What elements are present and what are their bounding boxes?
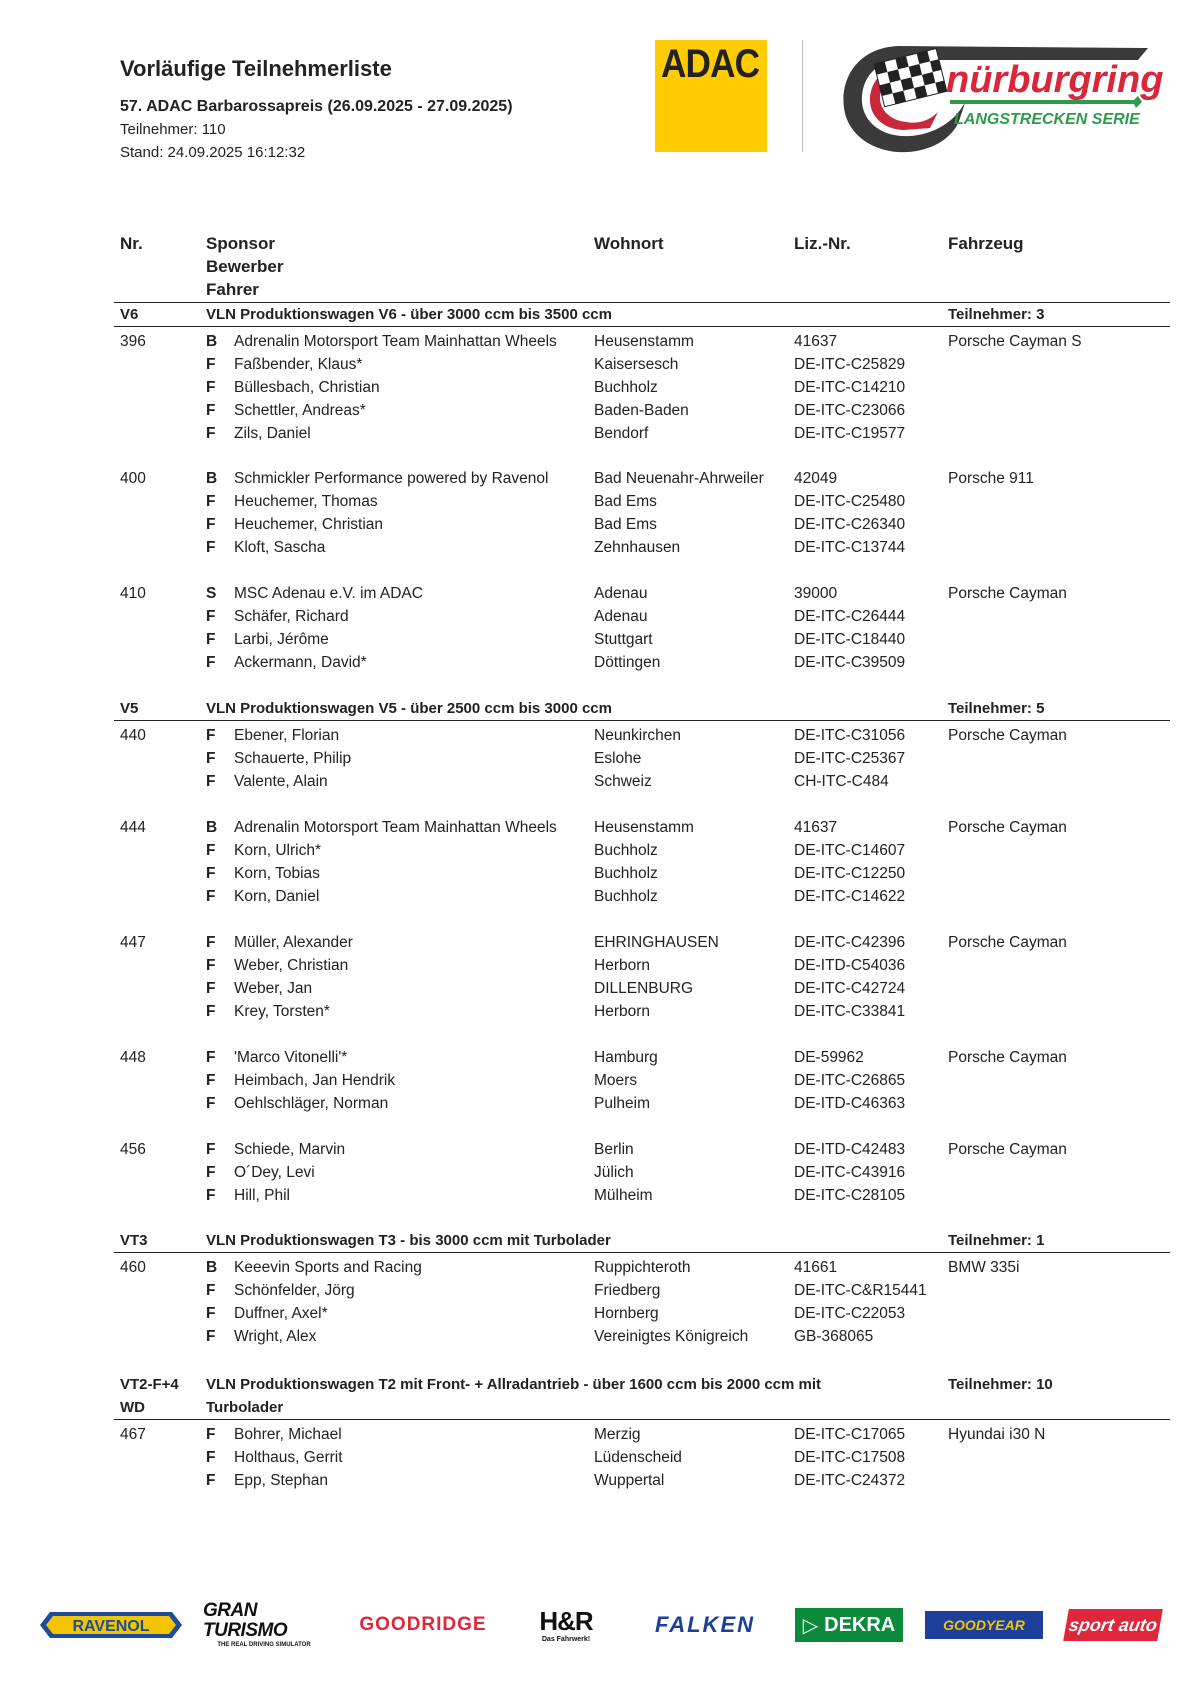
license-number: DE-ITC-C18440 [794,631,906,648]
role-code: F [206,1472,216,1489]
participant-name: Weber, Christian [234,957,349,974]
table-row [0,582,1190,605]
participant-name: Heuchemer, Thomas [234,493,378,510]
license-number: 42049 [794,470,838,487]
participant-name: Korn, Daniel [234,888,320,905]
role-code: F [206,1164,216,1181]
wohnort: Lüdenscheid [594,1449,682,1466]
table-row [0,1138,1190,1161]
wohnort: Eslohe [594,750,642,767]
wohnort: Buchholz [594,842,658,859]
role-code: F [206,1072,216,1089]
role-code: F [206,1141,216,1158]
table-row [0,1469,1190,1492]
col-bewerber: Bewerber [206,257,284,276]
table-row [0,1000,1190,1023]
vehicle: Porsche Cayman [948,727,1067,744]
vehicle: Porsche Cayman S [948,333,1082,350]
table-row [0,467,1190,490]
license-number: CH-ITC-C484 [794,773,889,790]
license-number: DE-ITC-C26444 [794,608,906,625]
wohnort: Adenau [594,585,648,602]
wohnort: Hornberg [594,1305,659,1322]
section-header: V6 VLN Produktionswagen V6 - über 3000 ccm bis 3500 ccm Teilnehmer: 3 [120,306,1045,323]
wohnort: Moers [594,1072,638,1089]
role-code: F [206,980,216,997]
participant-count: Teilnehmer: 110 [120,121,226,138]
table-row [0,931,1190,954]
role-code: F [206,1187,216,1204]
wohnort: Buchholz [594,379,658,396]
event-title: 57. ADAC Barbarossapreis (26.09.2025 - 27.09.2025) [120,98,513,115]
license-number: DE-ITC-C17065 [794,1426,906,1443]
logo-divider [802,40,803,152]
role-code: F [206,654,216,671]
license-number: DE-ITC-C24372 [794,1472,906,1489]
wohnort: Ruppichteroth [594,1259,691,1276]
table-row [0,1161,1190,1184]
table-row [0,536,1190,559]
ravenol-logo [40,1603,182,1647]
wohnort: Bad Ems [594,493,657,510]
license-number: DE-ITC-C43916 [794,1164,906,1181]
table-row [0,399,1190,422]
goodyear-logo: GOODYEAR [925,1611,1043,1639]
license-number: 41637 [794,333,838,350]
table-row [0,330,1190,353]
license-number: DE-ITC-C33841 [794,1003,906,1020]
participant-name: Krey, Torsten* [234,1003,330,1020]
role-code: F [206,1003,216,1020]
role-code: F [206,865,216,882]
participant-name: Ebener, Florian [234,727,340,744]
participant-name: Schettler, Andreas* [234,402,366,419]
role-code: B [206,333,218,350]
vehicle: Porsche Cayman [948,585,1067,602]
entry-number: 400 [120,470,146,487]
col-liz: Liz.-Nr. [794,234,851,253]
participant-name: Korn, Tobias [234,865,320,882]
wohnort: Bad Neuenahr-Ahrweiler [594,470,764,487]
table-row [0,770,1190,793]
participant-name: MSC Adenau e.V. im ADAC [234,585,423,602]
role-code: F [206,727,216,744]
role-code: F [206,516,216,533]
col-fahrzeug: Fahrzeug [948,234,1024,253]
table-row [0,816,1190,839]
page-title: Vorläufige Teilnehmerliste [120,56,392,81]
wohnort: Bendorf [594,425,649,442]
table-row [0,1325,1190,1348]
role-code: F [206,842,216,859]
nurburgring-logo [838,38,1164,156]
license-number: DE-ITC-C&R15441 [794,1282,927,1299]
entry-number: 460 [120,1259,146,1276]
license-number: DE-ITC-C13744 [794,539,906,556]
license-number: DE-ITC-C14622 [794,888,906,905]
table-row [0,605,1190,628]
table-row [0,1302,1190,1325]
participant-name: Duffner, Axel* [234,1305,328,1322]
table-row [0,1279,1190,1302]
falken-logo: FALKEN [655,1612,755,1637]
table-row [0,954,1190,977]
participant-name: Valente, Alain [234,773,328,790]
col-sponsor: Sponsor [206,234,275,253]
license-number: DE-ITC-C22053 [794,1305,906,1322]
entry-number: 456 [120,1141,146,1158]
wohnort: Schweiz [594,773,652,790]
participant-name: Larbi, Jérôme [234,631,329,648]
participant-name: Keeevin Sports and Racing [234,1259,422,1276]
license-number: DE-ITC-C26865 [794,1072,906,1089]
license-number: DE-ITC-C17508 [794,1449,906,1466]
wohnort: DILLENBURG [594,980,694,997]
sport-auto-logo: sport auto [1063,1609,1163,1641]
svg-text:LANGSTRECKEN SERIE: LANGSTRECKEN SERIE [954,111,1140,128]
license-number: 39000 [794,585,838,602]
license-number: DE-ITC-C12250 [794,865,906,882]
wohnort: Hamburg [594,1049,658,1066]
participant-name: 'Marco Vitonelli'* [234,1049,348,1066]
entry-number: 410 [120,585,146,602]
wohnort: Bad Ems [594,516,657,533]
role-code: F [206,608,216,625]
section-rule [114,1252,1170,1253]
table-row [0,353,1190,376]
entry-number: 448 [120,1049,146,1066]
wohnort: Heusenstamm [594,333,694,350]
role-code: F [206,1426,216,1443]
wohnort: Pulheim [594,1095,650,1112]
table-row [0,724,1190,747]
table-row [0,1446,1190,1469]
entry-number: 444 [120,819,146,836]
license-number: DE-ITC-C31056 [794,727,906,744]
table-row [0,1046,1190,1069]
license-number: DE-ITC-C25480 [794,493,906,510]
svg-text:nürburgring: nürburgring [946,59,1164,101]
license-number: DE-ITC-C28105 [794,1187,906,1204]
wohnort: Herborn [594,1003,650,1020]
vehicle: Porsche Cayman [948,1141,1067,1158]
license-number: DE-ITD-C42483 [794,1141,906,1158]
sponsor-bar [0,1600,1190,1648]
license-number: 41661 [794,1259,838,1276]
section-header: VT2-F+4 WD VLN Produktionswagen T2 mit Front- + Allradantrieb - über 1600 ccm bis 2000 ccm mit Turbolader Teilnehmer: 10 [120,1376,1053,1416]
participant-name: Epp, Stephan [234,1472,328,1489]
license-number: DE-ITC-C25367 [794,750,906,767]
role-code: F [206,888,216,905]
wohnort: Heusenstamm [594,819,694,836]
section-header: V5 VLN Produktionswagen V5 - über 2500 ccm bis 3000 ccm Teilnehmer: 5 [120,700,1045,717]
wohnort: Buchholz [594,865,658,882]
license-number: 41637 [794,819,838,836]
entry-number: 396 [120,333,146,350]
col-fahrer: Fahrer [206,280,259,299]
participant-name: Schauerte, Philip [234,750,352,767]
table-row [0,628,1190,651]
table-row [0,862,1190,885]
section-header: VT3 VLN Produktionswagen T3 - bis 3000 ccm mit Turbolader Teilnehmer: 1 [120,1232,1045,1249]
wohnort: Adenau [594,608,648,625]
table-row [0,839,1190,862]
role-code: F [206,1095,216,1112]
dekra-logo: ▷ DEKRA [795,1608,903,1642]
table-row [0,513,1190,536]
adac-logo: ADAC [655,40,767,152]
wohnort: EHRINGHAUSEN [594,934,719,951]
vehicle: Porsche Cayman [948,1049,1067,1066]
svg-text:RAVENOL: RAVENOL [72,1618,150,1635]
table-row [0,747,1190,770]
role-code: F [206,356,216,373]
participant-name: O´Dey, Levi [234,1164,315,1181]
role-code: F [206,1049,216,1066]
participant-name: Schäfer, Richard [234,608,349,625]
license-number: DE-ITC-C14210 [794,379,906,396]
participant-name: Heuchemer, Christian [234,516,384,533]
role-code: F [206,750,216,767]
participant-name: Kloft, Sascha [234,539,326,556]
participant-name: Adrenalin Motorsport Team Mainhattan Wheels [234,819,557,836]
license-number: DE-ITC-C42396 [794,934,906,951]
section-rule [114,720,1170,721]
role-code: F [206,539,216,556]
license-number: DE-59962 [794,1049,864,1066]
role-code: F [206,1305,216,1322]
table-row [0,1069,1190,1092]
license-number: DE-ITD-C46363 [794,1095,906,1112]
participant-name: Korn, Ulrich* [234,842,321,859]
wohnort: Herborn [594,957,650,974]
license-number: DE-ITC-C39509 [794,654,906,671]
stand-timestamp: Stand: 24.09.2025 16:12:32 [120,144,306,161]
table-row [0,885,1190,908]
col-wohnort: Wohnort [594,234,664,253]
role-code: B [206,470,218,487]
participant-name: Schmickler Performance powered by Ravenol [234,470,549,487]
license-number: DE-ITD-C54036 [794,957,906,974]
table-row [0,1256,1190,1279]
goodridge-logo: GOODRIDGE [359,1614,487,1635]
role-code: F [206,1328,216,1345]
table-row [0,1092,1190,1115]
participant-name: Hill, Phil [234,1187,290,1204]
license-number: DE-ITC-C26340 [794,516,906,533]
participant-name: Wright, Alex [234,1328,317,1345]
role-code: F [206,425,216,442]
role-code: F [206,493,216,510]
wohnort: Friedberg [594,1282,661,1299]
role-code: F [206,402,216,419]
vehicle: Hyundai i30 N [948,1426,1046,1443]
license-number: DE-ITC-C25829 [794,356,906,373]
participant-name: Zils, Daniel [234,425,311,442]
wohnort: Vereinigtes Königreich [594,1328,749,1345]
participant-name: Müller, Alexander [234,934,353,951]
wohnort: Buchholz [594,888,658,905]
vehicle: BMW 335i [948,1259,1020,1276]
vehicle: Porsche Cayman [948,819,1067,836]
participant-name: Weber, Jan [234,980,313,997]
role-code: F [206,1282,216,1299]
role-code: F [206,773,216,790]
participant-name: Bohrer, Michael [234,1426,342,1443]
entry-number: 447 [120,934,146,951]
participant-name: Oehlschläger, Norman [234,1095,389,1112]
entry-number: 440 [120,727,146,744]
participant-name: Büllesbach, Christian [234,379,380,396]
section-rule [114,326,1170,327]
table-row [0,1423,1190,1446]
role-code: F [206,934,216,951]
participant-name: Holthaus, Gerrit [234,1449,343,1466]
wohnort: Mülheim [594,1187,653,1204]
table-row [0,376,1190,399]
role-code: F [206,631,216,648]
vehicle: Porsche Cayman [948,934,1067,951]
wohnort: Stuttgart [594,631,653,648]
license-number: DE-ITC-C14607 [794,842,906,859]
table-row [0,977,1190,1000]
gran-turismo-logo: GRAN TURISMO THE REAL DRIVING SIMULATOR [203,1600,311,1648]
table-row [0,651,1190,674]
license-number: DE-ITC-C19577 [794,425,906,442]
role-code: F [206,957,216,974]
wohnort: Baden-Baden [594,402,689,419]
participant-name: Schiede, Marvin [234,1141,346,1158]
wohnort: Neunkirchen [594,727,682,744]
participant-name: Faßbender, Klaus* [234,356,363,373]
participant-name: Heimbach, Jan Hendrik [234,1072,396,1089]
license-number: DE-ITC-C23066 [794,402,906,419]
table-row [0,1184,1190,1207]
hr-logo: H&R Das Fahrwerk! [539,1605,593,1643]
wohnort: Döttingen [594,654,661,671]
role-code: S [206,585,217,602]
participant-name: Adrenalin Motorsport Team Mainhattan Wheels [234,333,557,350]
participant-name: Ackermann, David* [234,654,367,671]
role-code: B [206,1259,218,1276]
col-nr: Nr. [120,234,143,253]
wohnort: Merzig [594,1426,641,1443]
role-code: F [206,379,216,396]
vehicle: Porsche 911 [948,470,1034,487]
wohnort: Berlin [594,1141,634,1158]
wohnort: Kaisersesch [594,356,679,373]
table-row [0,490,1190,513]
license-number: GB-368065 [794,1328,874,1345]
entry-number: 467 [120,1426,146,1443]
table-row [0,422,1190,445]
wohnort: Wuppertal [594,1472,665,1489]
license-number: DE-ITC-C42724 [794,980,906,997]
wohnort: Jülich [594,1164,634,1181]
participant-name: Schönfelder, Jörg [234,1282,355,1299]
role-code: F [206,1449,216,1466]
section-rule [114,1419,1170,1420]
role-code: B [206,819,218,836]
wohnort: Zehnhausen [594,539,681,556]
